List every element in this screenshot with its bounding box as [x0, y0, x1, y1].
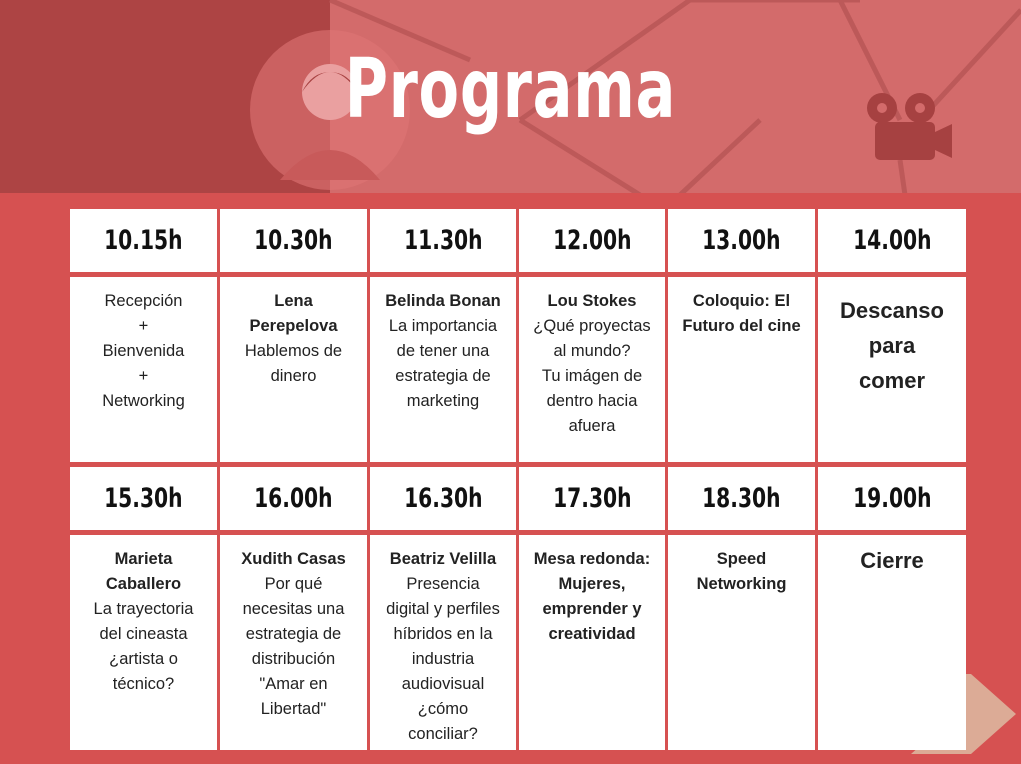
session-card	[519, 535, 665, 750]
session-card	[519, 277, 665, 462]
session-speaker: Belinda Bonan	[385, 292, 501, 310]
session-speaker: Xudith Casas	[241, 550, 346, 568]
session-text: audiovisual	[401, 675, 485, 693]
session-card	[70, 277, 217, 462]
session-speaker: comer	[858, 368, 926, 393]
session-text: distribución	[251, 650, 336, 668]
session-text: +	[138, 317, 149, 335]
session-speaker: Mesa redonda:	[533, 550, 651, 568]
session-speaker: Networking	[696, 575, 787, 593]
time-label: 10.15h	[104, 225, 183, 256]
session-card	[220, 535, 367, 750]
session-text: al mundo?	[553, 342, 631, 360]
time-label: 10.30h	[254, 225, 333, 256]
session-card	[668, 535, 815, 750]
session-text: Tu imágen de	[541, 367, 643, 385]
session-card	[70, 535, 217, 750]
time-label: 11.30h	[403, 225, 483, 256]
time-slot	[818, 467, 966, 530]
session-text: estrategia de	[245, 625, 342, 643]
session-text: Por qué	[264, 575, 323, 593]
session-text: dinero	[270, 367, 317, 385]
session-speaker: emprender y	[542, 600, 642, 618]
session-text: ¿Qué proyectas	[533, 317, 651, 335]
session-text: ¿cómo	[417, 700, 469, 718]
session-speaker: Cierre	[860, 548, 924, 573]
session-text: Recepción	[104, 292, 183, 310]
time-label: 12.00h	[552, 225, 632, 256]
session-text: +	[138, 367, 149, 385]
session-speaker: creatividad	[548, 625, 636, 643]
time-slot	[70, 467, 217, 530]
session-speaker: Lou Stokes	[547, 292, 637, 310]
session-text: conciliar?	[408, 725, 478, 743]
time-label: 17.30h	[552, 483, 632, 514]
session-speaker: Lena	[274, 292, 313, 310]
time-slot	[818, 209, 966, 272]
session-speaker: Beatriz Velilla	[389, 550, 497, 568]
time-label: 19.00h	[852, 483, 932, 514]
session-speaker: Mujeres,	[558, 575, 626, 593]
time-label: 18.30h	[702, 483, 781, 514]
session-text: "Amar en	[259, 675, 328, 693]
session-text: del cineasta	[99, 625, 188, 643]
session-speaker: Coloquio: El	[692, 292, 791, 310]
session-text: Bienvenida	[102, 342, 185, 360]
session-text: digital y perfiles	[386, 600, 500, 618]
session-text: Hablemos de	[244, 342, 343, 360]
session-text: híbridos en la	[393, 625, 493, 643]
time-label: 13.00h	[702, 225, 781, 256]
time-label: 15.30h	[104, 483, 183, 514]
session-text: Networking	[102, 392, 185, 410]
session-speaker: Descanso	[840, 298, 944, 323]
session-text: Presencia	[406, 575, 480, 593]
time-label: 14.00h	[852, 225, 932, 256]
time-label: 16.00h	[254, 483, 333, 514]
time-slot	[220, 467, 367, 530]
page-title: Programa	[344, 42, 677, 137]
session-card	[370, 535, 516, 750]
time-label: 16.30h	[403, 483, 483, 514]
session-speaker: para	[868, 333, 916, 358]
time-slot	[668, 209, 815, 272]
session-text: Libertad"	[260, 700, 327, 718]
session-text: marketing	[406, 392, 480, 410]
session-speaker: Perepelova	[249, 317, 338, 335]
time-slot	[220, 209, 367, 272]
session-speaker: Speed	[716, 550, 767, 568]
session-card	[818, 277, 966, 462]
session-text: dentro hacia	[546, 392, 638, 410]
session-speaker: Futuro del cine	[682, 317, 801, 335]
session-text: necesitas una	[242, 600, 345, 618]
session-speaker: Caballero	[105, 575, 182, 593]
time-slot	[70, 209, 217, 272]
time-slot	[519, 467, 665, 530]
session-text: técnico?	[112, 675, 175, 693]
session-card	[818, 535, 966, 750]
session-card	[370, 277, 516, 462]
session-text: estrategia de	[395, 367, 491, 385]
session-speaker: Marieta	[114, 550, 173, 568]
time-slot	[668, 467, 815, 530]
session-text: afuera	[568, 417, 616, 435]
time-slot	[370, 467, 516, 530]
session-card	[668, 277, 815, 462]
session-text: La importancia	[388, 317, 498, 335]
session-text: La trayectoria	[93, 600, 194, 618]
schedule-grid	[70, 209, 966, 750]
film-camera-icon	[867, 93, 952, 160]
session-card	[220, 277, 367, 462]
time-slot	[519, 209, 665, 272]
session-text: ¿artista o	[109, 650, 178, 668]
session-text: industria	[411, 650, 475, 668]
session-text: de tener una	[396, 342, 490, 360]
time-slot	[370, 209, 516, 272]
